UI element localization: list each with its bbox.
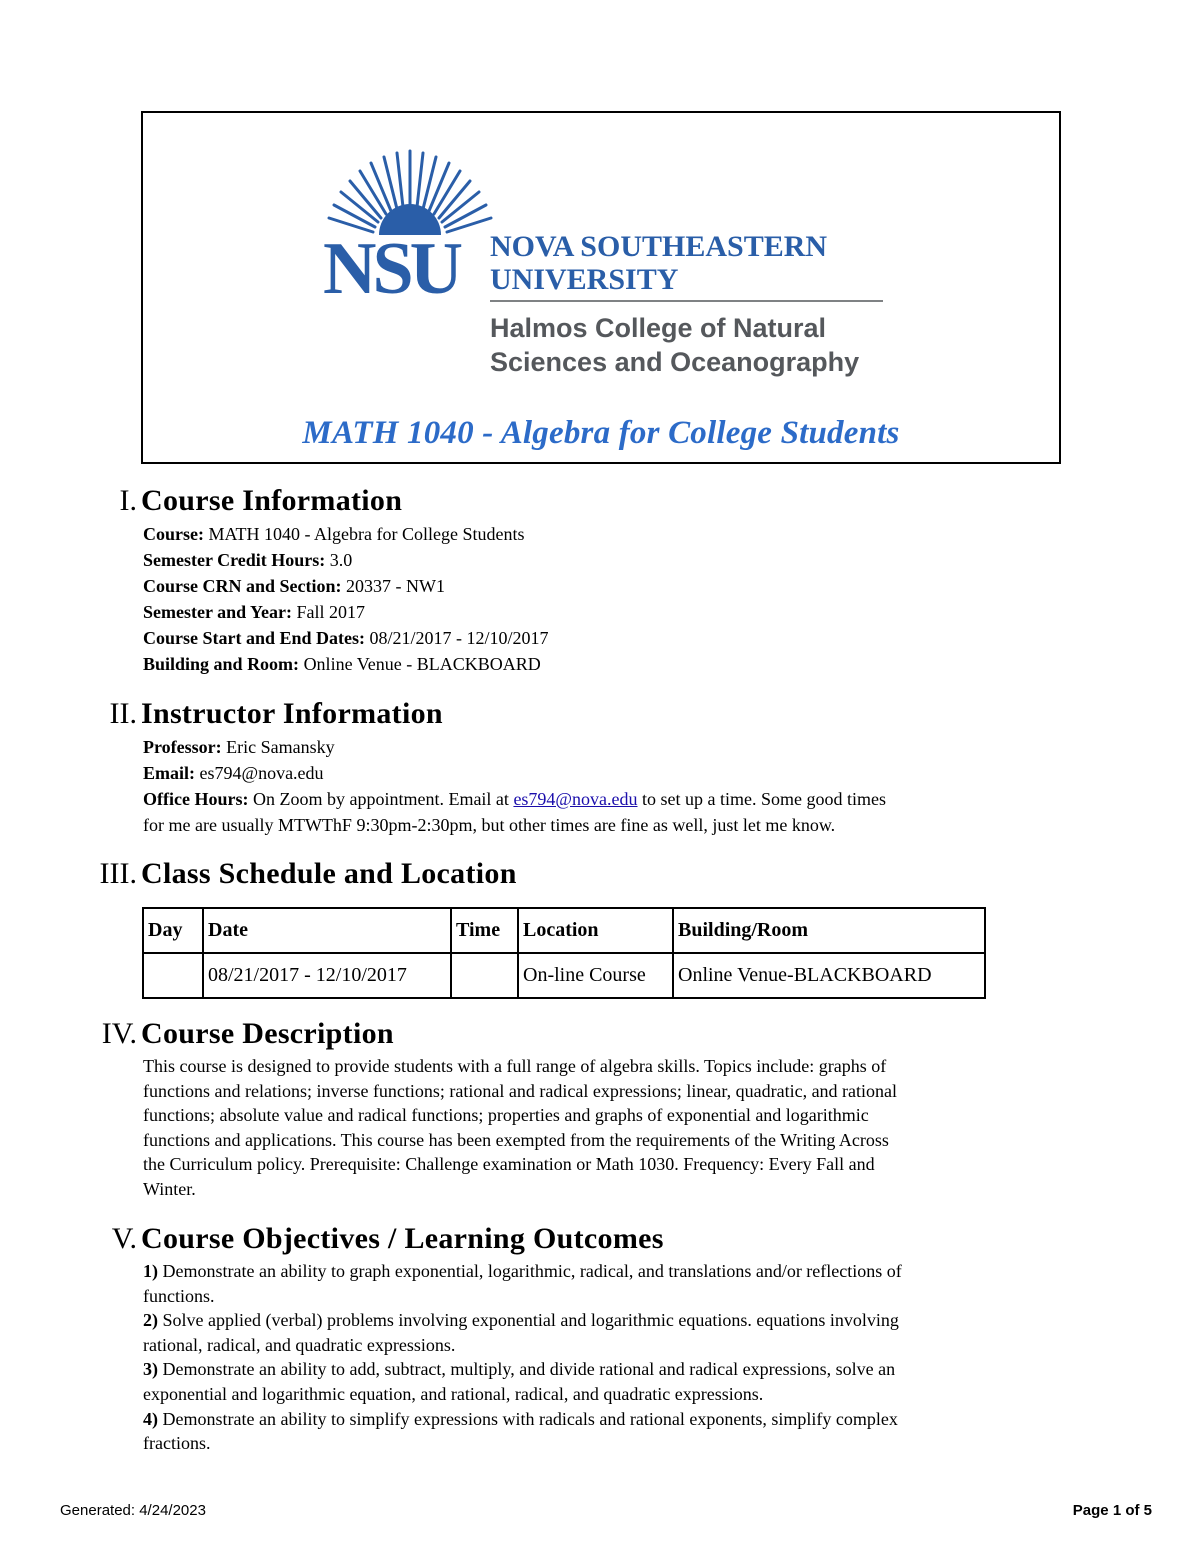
description-line: functions and applications. This course has been exempted from the requirements of the Writing Across [143, 1129, 889, 1150]
objective-text: Demonstrate an ability to graph exponential, logarithmic, radical, and translations and/or reflections of [158, 1261, 902, 1281]
info-value: 08/21/2017 - 12/10/2017 [365, 628, 549, 648]
table-cell [451, 953, 518, 998]
section-numeral: IV. [101, 1017, 137, 1050]
info-crn-section [143, 573, 1063, 599]
objective-line [143, 1357, 1053, 1382]
column-header-date: Date [203, 908, 451, 953]
description-paragraph [143, 1054, 1053, 1202]
objective-item [143, 1357, 1053, 1406]
instructor-info-list [143, 734, 1063, 838]
objective-line [143, 1259, 1053, 1284]
section-title: Course Description [141, 1017, 394, 1050]
footer-generated-date: Generated: 4/24/2023 [60, 1502, 206, 1519]
table-row [143, 953, 985, 998]
nsu-wordmark: NSU [323, 228, 460, 310]
footer-page-number: Page 1 of 5 [1072, 1502, 1152, 1519]
table-cell: On-line Course [518, 953, 673, 998]
description-line: functions; absolute value and radical functions; properties and graphs of exponential and logarithmic [143, 1105, 869, 1126]
objective-text: Demonstrate an ability to add, subtract, multiply, and divide rational and radical expressions, solve an [158, 1359, 896, 1380]
course-title: MATH 1040 - Algebra for College Students [302, 415, 900, 451]
table-cell: Online Venue-BLACKBOARD [673, 953, 985, 998]
course-info-list [143, 521, 1063, 677]
info-dates [143, 625, 1063, 651]
description-line: Winter. [143, 1178, 196, 1199]
nsu-logo [321, 143, 891, 383]
objective-number: 2) [143, 1310, 158, 1331]
info-label: Semester and Year: [143, 602, 292, 622]
info-label: Building and Room: [143, 654, 300, 674]
info-course [143, 521, 1063, 547]
section-title: Instructor Information [141, 697, 443, 730]
section-title: Course Information [141, 484, 403, 517]
university-name-line2: UNIVERSITY [490, 263, 679, 296]
objective-line [143, 1308, 1053, 1333]
info-label: Office Hours: [143, 789, 249, 809]
table-header-row [143, 908, 985, 953]
table-cell [143, 953, 203, 998]
info-label: Email: [143, 763, 195, 783]
instructor-office-hours [143, 786, 1063, 812]
info-label: Course CRN and Section: [143, 576, 342, 596]
column-header-building-room: Building/Room [673, 908, 985, 953]
info-credit-hours [143, 547, 1063, 573]
info-value: Online Venue - BLACKBOARD [299, 654, 541, 674]
objective-item [143, 1407, 1053, 1456]
section-numeral: III. [99, 857, 137, 890]
office-hours-continued: for me are usually MTWThF 9:30pm-2:30pm, but other times are fine as well, just let me know. [143, 815, 836, 835]
section-heading [0, 484, 1200, 524]
section-numeral: V. [111, 1222, 137, 1255]
info-label: Course Start and End Dates: [143, 628, 366, 648]
schedule-table [142, 907, 986, 999]
section-heading [0, 1222, 1200, 1262]
table-cell: 08/21/2017 - 12/10/2017 [203, 953, 451, 998]
instructor-email [143, 760, 1063, 786]
section-heading [0, 1017, 1200, 1057]
info-value: MATH 1040 - Algebra for College Students [204, 524, 525, 544]
section-numeral: II. [109, 697, 137, 730]
objective-number: 4) [143, 1408, 158, 1429]
objectives-list [143, 1259, 1053, 1456]
info-building-room [143, 651, 1063, 677]
college-name-line1: Halmos College of Natural [490, 313, 827, 343]
objective-number: 3) [143, 1359, 158, 1380]
info-value: es794@nova.edu [195, 763, 324, 783]
description-line: the Curriculum policy. Prerequisite: Challenge examination or Math 1030. Frequency: Every Fall and [143, 1154, 875, 1175]
objective-number: 1) [143, 1261, 158, 1281]
objective-line: fractions. [143, 1433, 211, 1454]
objective-line: exponential and logarithmic equation, and rational, radical, and quadratic expressions. [143, 1383, 764, 1404]
email-link[interactable]: es794@nova.edu [513, 789, 638, 809]
university-name-line1: NOVA SOUTHEASTERN [490, 230, 828, 263]
info-value: 20337 - NW1 [341, 576, 445, 596]
objective-line: rational, radical, and quadratic expressions. [143, 1334, 456, 1355]
objective-text: Solve applied (verbal) problems involving exponential and logarithmic equations. equations involving [158, 1310, 899, 1331]
objective-item [143, 1259, 1053, 1308]
office-text: On Zoom by appointment. Email at [248, 789, 514, 809]
column-header-location: Location [518, 908, 673, 953]
section-numeral: I. [119, 484, 137, 517]
column-header-day: Day [143, 908, 203, 953]
objective-text: Demonstrate an ability to simplify expressions with radicals and rational exponents, simplify complex [158, 1408, 898, 1429]
info-value: Eric Samansky [221, 737, 335, 757]
objective-line [143, 1407, 1053, 1432]
info-label: Course: [143, 524, 204, 544]
info-value: Fall 2017 [291, 602, 365, 622]
college-name-line2: Sciences and Oceanography [490, 347, 860, 377]
section-heading [0, 697, 1200, 737]
section-title: Course Objectives / Learning Outcomes [141, 1222, 664, 1255]
section-title: Class Schedule and Location [141, 857, 517, 890]
objective-item [143, 1308, 1053, 1357]
description-line: functions and relations; inverse functions; rational and radical expressions; linear, quadratic, and rational [143, 1080, 898, 1101]
column-header-time: Time [451, 908, 518, 953]
info-label: Semester Credit Hours: [143, 550, 326, 570]
info-value: 3.0 [325, 550, 353, 570]
info-label: Professor: [143, 737, 222, 757]
section-heading [0, 857, 1200, 897]
info-semester-year [143, 599, 1063, 625]
objective-line: functions. [143, 1285, 215, 1306]
office-text: to set up a time. Some good times [637, 789, 886, 809]
header-box [141, 111, 1061, 464]
description-line: This course is designed to provide students with a full range of algebra skills. Topics include: graphs of [143, 1056, 887, 1076]
instructor-professor [143, 734, 1063, 760]
